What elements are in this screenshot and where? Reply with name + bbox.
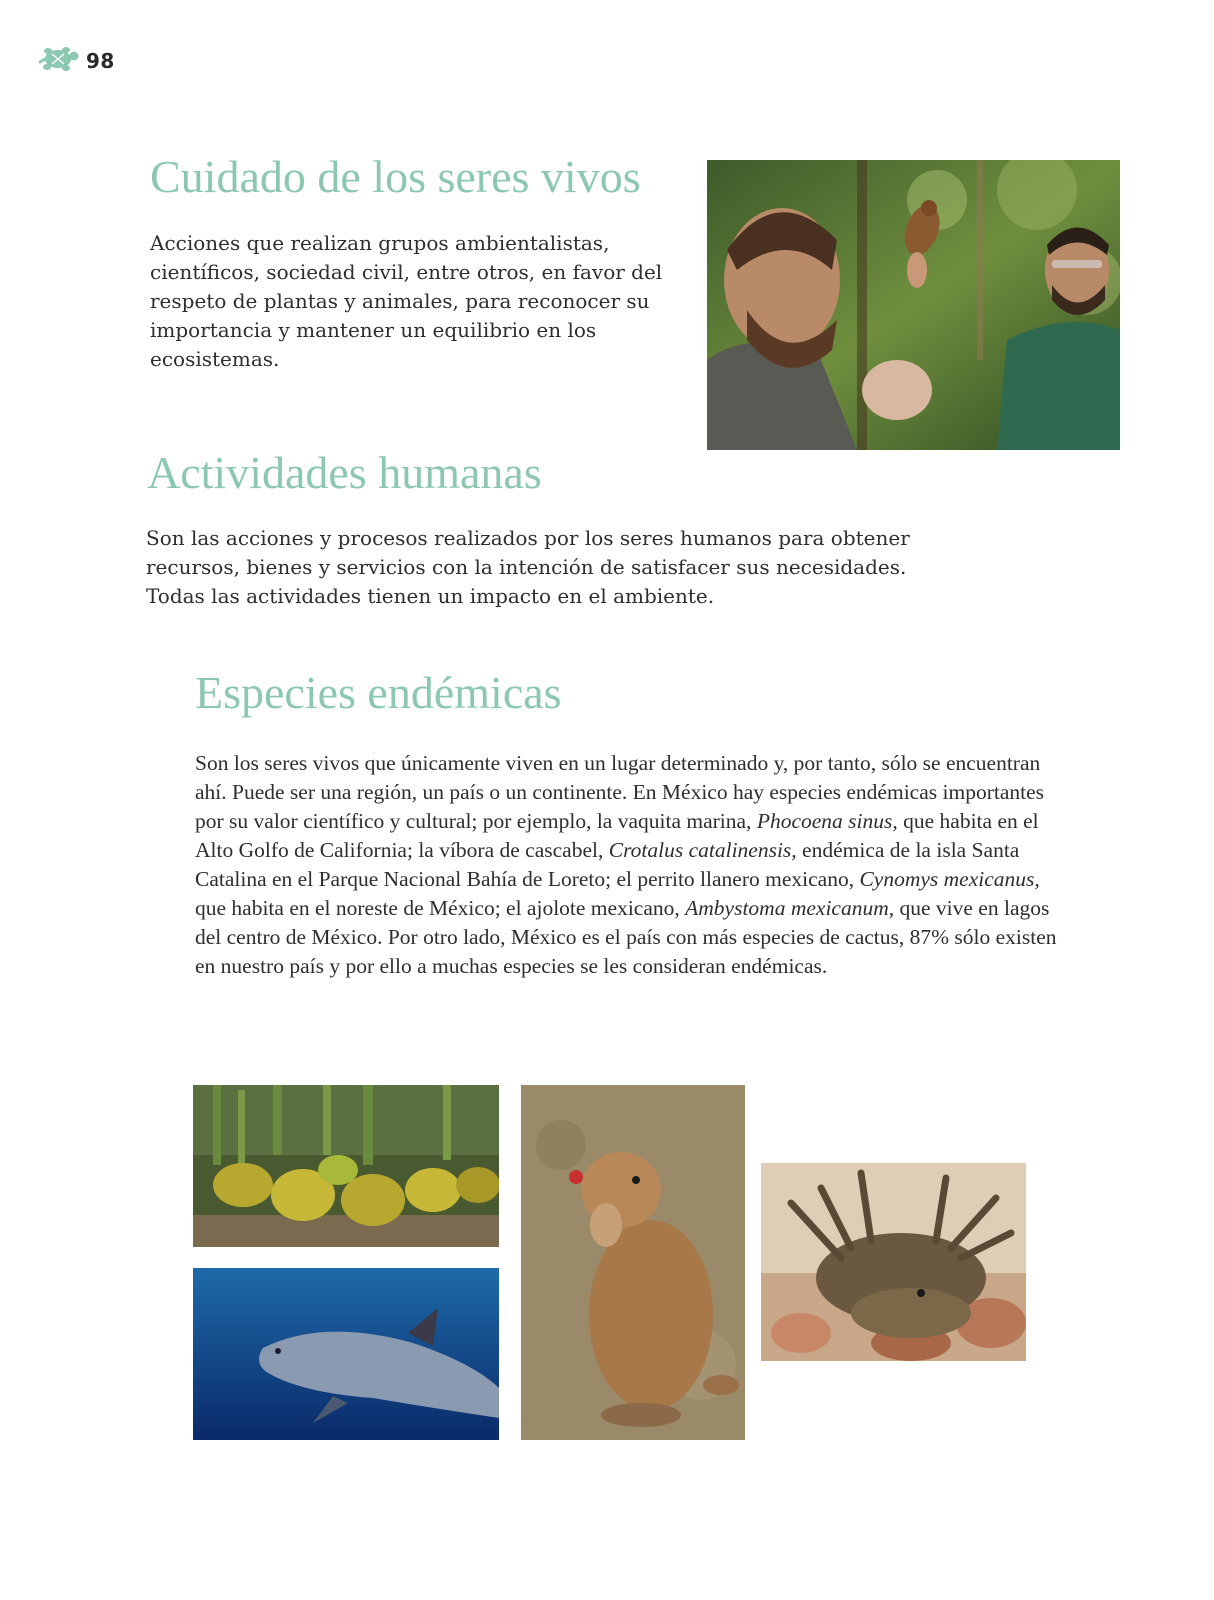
prairie-dog-photo — [521, 1085, 745, 1440]
species-name: Phocoena sinus, — [756, 809, 898, 833]
vaquita-photo — [193, 1268, 499, 1440]
researchers-photo — [707, 160, 1120, 450]
cactus-photo — [193, 1085, 499, 1247]
body-text: endémica de la isla Santa Catalina en el Parque Nacional Bahía de Loreto; el perrito llanero mexicano, — [195, 838, 1020, 891]
page-number: 98 — [86, 49, 115, 73]
section-body-actividades: Son las acciones y procesos realizados por los seres humanos para obtener recursos, bienes y servicios con la intención de satisfacer sus necesidades. Todas las actividades tienen un impacto en el ambiente. — [146, 526, 910, 608]
section-title-cuidado: Cuidado de los seres vivos — [150, 151, 641, 202]
body-text: que vive en lagos del centro de México. Por otro lado, México es el país con más especies de cactus, 87% sólo existen en nuestro país y por ello a muchas especies se les consideran endémicas. — [195, 896, 1057, 978]
section-body-cuidado: Acciones que realizan grupos ambientalistas, científicos, sociedad civil, entre otros, en favor del respeto de plantas y animales, para reconocer su importancia y mantener un equilibrio en los ecosistemas. — [150, 231, 663, 371]
section-body-especies — [195, 749, 1075, 981]
section-title-actividades: Actividades humanas — [147, 447, 542, 498]
species-name: Ambystoma mexicanum, — [685, 896, 895, 920]
species-name: Cynomys mexicanus, — [859, 867, 1040, 891]
axolotl-photo — [761, 1163, 1026, 1361]
turtle-icon — [38, 43, 80, 79]
section-title-especies: Especies endémicas — [195, 667, 562, 718]
body-text: que habita en el noreste de México; el ajolote mexicano, — [195, 896, 686, 920]
species-name: Crotalus catalinensis, — [608, 838, 797, 862]
page-header — [38, 44, 115, 78]
body-text: que habita en el Alto Golfo de California; la víbora de cascabel, — [195, 809, 1039, 862]
body-text: Son los seres vivos que únicamente viven en un lugar determinado y, por tanto, sólo se encuentran ahí. Puede ser una región, un país o un continente. En México hay especies endémicas importantes por su valor científico y cultural; por ejemplo, la vaquita marina, — [195, 751, 1044, 833]
